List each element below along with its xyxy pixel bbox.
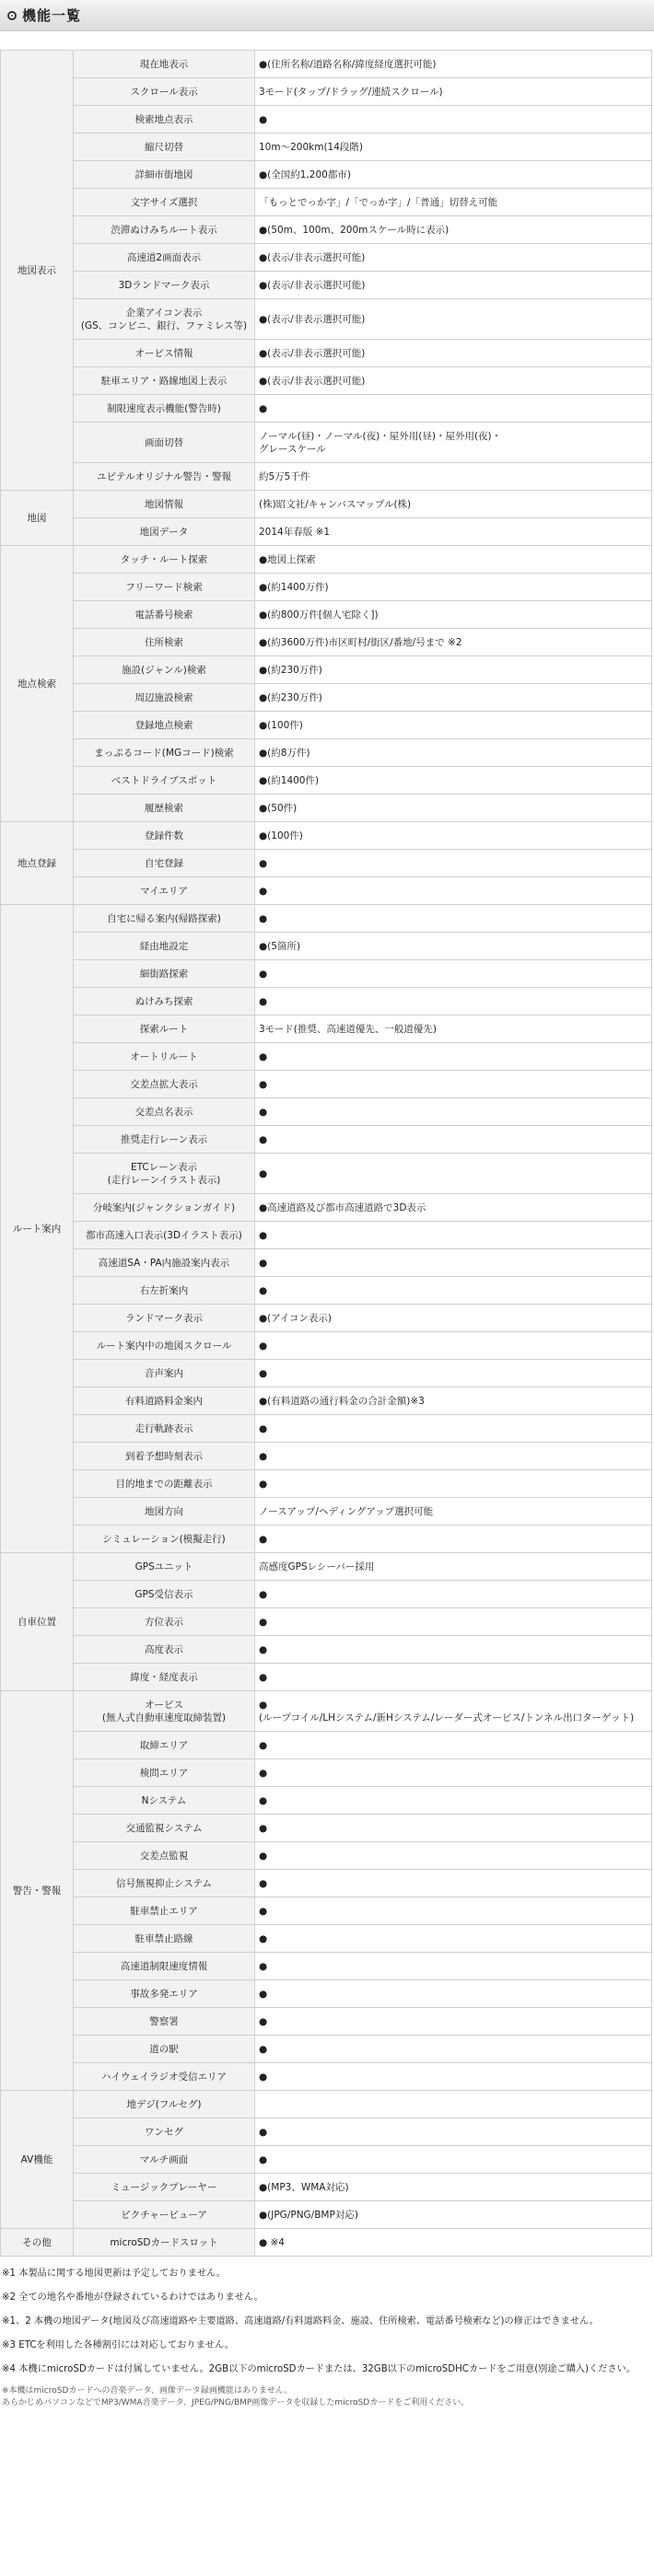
note: ※1 本製品に関する地図更新は予定しておりません。 [2,2269,226,2279]
category-cell: 自車位置 [1,1553,74,1691]
feature-value-cell: ● [255,1526,652,1553]
table-row [1,491,652,518]
feature-value-cell: ● [255,960,652,988]
feature-name-cell: 地図方向 [74,1498,255,1526]
feature-name-cell: 住所検索 [74,629,255,656]
feature-value-cell: ノーマル(昼)・ノーマル(夜)・屋外用(昼)・屋外用(夜)・ グレースケール [255,423,652,463]
feature-name-cell: 交差点拡大表示 [74,1071,255,1098]
feature-value-cell: 高感度GPSレシーバー採用 [255,1553,652,1581]
feature-name-cell: 自宅に帰る案内(帰路探索) [74,905,255,933]
table-row [1,423,652,463]
feature-value-cell: ●(表示/非表示選択可能) [255,367,652,395]
feature-value-cell: ● ※4 [255,2229,652,2257]
feature-value-cell: ●(100件) [255,712,652,739]
feature-name-cell: オービス (無人式自動車速度取締装置) [74,1691,255,1732]
feature-name-cell: 詳細市街地図 [74,161,255,189]
table-row [1,822,652,850]
feature-name-cell: 音声案内 [74,1360,255,1387]
feature-value-cell: ●(MP3、WMA対応) [255,2174,652,2201]
table-row [1,1249,652,1277]
table-row [1,767,652,795]
feature-value-cell: ● [255,1608,652,1636]
table-row [1,712,652,739]
feature-value-cell: ● [255,1636,652,1664]
table-row [1,1387,652,1415]
table-row [1,1015,652,1043]
table-row [1,905,652,933]
feature-value-cell [255,2091,652,2118]
feature-name-cell: 探索ルート [74,1015,255,1043]
feature-value-cell: ●高速道路及び都市高速道路で3D表示 [255,1194,652,1222]
feature-value-cell: ● [255,1126,652,1154]
feature-name-cell: 駐車禁止エリア [74,1897,255,1925]
feature-value-cell: 約5万5千件 [255,463,652,491]
table-row [1,1815,652,1842]
feature-name-cell: 企業アイコン表示 (GS、コンビニ、銀行、ファミレス等) [74,299,255,340]
table-row [1,1222,652,1249]
feature-value-cell: ● [255,1581,652,1608]
feature-name-cell: 地図データ [74,518,255,546]
feature-value-cell: ● [255,1664,652,1691]
feature-name-cell: 電話番号検索 [74,601,255,629]
feature-value-cell: 10m〜200km(14段階) [255,133,652,161]
feature-value-cell: ● [255,2036,652,2063]
table-row [1,1071,652,1098]
feature-value-cell: ●(約1400件) [255,767,652,795]
feature-value-cell: ●(100件) [255,822,652,850]
table-row [1,988,652,1015]
feature-name-cell: 事故多発エリア [74,1980,255,2008]
feature-name-cell: 3Dランドマーク表示 [74,272,255,299]
note: ※3 ETCを利用した各種割引には対応しておりません。 [2,2340,234,2350]
feature-value-cell: 「もっとでっか字」/「でっか字」/「普通」切替え可能 [255,189,652,216]
table-row [1,933,652,960]
feature-name-cell: 道の駅 [74,2036,255,2063]
feature-name-cell: 文字サイズ選択 [74,189,255,216]
feature-value-cell: ● [255,1360,652,1387]
table-row [1,850,652,877]
category-cell: 地図表示 [1,51,74,491]
table-row [1,1553,652,1581]
feature-name-cell: ぬけみち探索 [74,988,255,1015]
table-row [1,2036,652,2063]
feature-name-cell: 地図情報 [74,491,255,518]
feature-name-cell: シミュレーション(模擬走行) [74,1526,255,1553]
table-row [1,601,652,629]
feature-value-cell: ●(5箇所) [255,933,652,960]
table-row [1,877,652,905]
feature-name-cell: 高速道制限速度情報 [74,1953,255,1980]
feature-name-cell: 交通監視システム [74,1815,255,1842]
category-cell: 警告・警報 [1,1691,74,2091]
table-row [1,684,652,712]
feature-value-cell: ● [255,2146,652,2174]
feature-value-cell: ● [255,1249,652,1277]
note: ※2 全ての地名や番地が登録されているわけではありません。 [2,2292,263,2303]
table-row [1,739,652,767]
feature-name-cell: 周辺施設検索 [74,684,255,712]
feature-value-cell: ●(表示/非表示選択可能) [255,244,652,272]
table-row [1,795,652,822]
table-row [1,2201,652,2229]
feature-name-cell: オートリルート [74,1043,255,1071]
feature-value-cell: ● [255,1470,652,1498]
feature-value-cell: ●(有料道路の通行料金の合計金額)※3 [255,1387,652,1415]
table-row [1,1787,652,1815]
feature-value-cell: ● [255,1222,652,1249]
table-row [1,2091,652,2118]
table-row [1,1636,652,1664]
table-row [1,629,652,656]
feature-name-cell: ユピテルオリジナル警告・警報 [74,463,255,491]
feature-name-cell: ピクチャービューア [74,2201,255,2229]
feature-value-cell: (株)昭文社/キャンバスマップル(株) [255,491,652,518]
table-row [1,574,652,601]
table-row [1,1498,652,1526]
feature-value-cell: ● [255,988,652,1015]
feature-name-cell: 目的地までの距離表示 [74,1470,255,1498]
feature-name-cell: ETCレーン表示 (走行レーンイラスト表示) [74,1154,255,1194]
table-row [1,133,652,161]
table-row [1,1305,652,1332]
table-row [1,1194,652,1222]
category-cell: その他 [1,2229,74,2257]
feature-name-cell: 分岐案内(ジャンクションガイド) [74,1194,255,1222]
feature-value-cell: ●(約800万件[個人宅除く]) [255,601,652,629]
note: ※4 本機にmicroSDカードは付属していません。2GB以下のmicroSDカードまたは、32GB以下のmicroSDHCカードをご用意(別途ご購入)ください。 [2,2364,636,2374]
feature-value-cell: ● [255,395,652,423]
table-row [1,1098,652,1126]
feature-name-cell: 高速道SA・PA内施設案内表示 [74,1249,255,1277]
feature-name-cell: ランドマーク表示 [74,1305,255,1332]
table-row [1,367,652,395]
feature-name-cell: ミュージックプレーヤー [74,2174,255,2201]
feature-value-cell: ● [255,1732,652,1759]
feature-value-cell: ●(表示/非表示選択可能) [255,272,652,299]
feature-name-cell: マルチ画面 [74,2146,255,2174]
category-cell: AV機能 [1,2091,74,2229]
table-row [1,189,652,216]
table-row [1,395,652,423]
feature-value-cell: ● [255,1759,652,1787]
feature-name-cell: 取締エリア [74,1732,255,1759]
table-row [1,1154,652,1194]
table-row [1,1608,652,1636]
feature-name-cell: 渋滞ぬけみちルート表示 [74,216,255,244]
feature-value-cell: ● [255,1953,652,1980]
feature-name-cell: 検問エリア [74,1759,255,1787]
feature-value-cell: ●(表示/非表示選択可能) [255,340,652,367]
feature-value-cell: ●(50m、100m、200mスケール時に表示) [255,216,652,244]
table-row [1,1980,652,2008]
feature-name-cell: Nシステム [74,1787,255,1815]
feature-name-cell: スクロール表示 [74,78,255,106]
feature-value-cell: ● [255,850,652,877]
table-row [1,2063,652,2091]
table-row [1,1870,652,1897]
feature-name-cell: オービス情報 [74,340,255,367]
feature-name-cell: 交差点監視 [74,1842,255,1870]
table-row [1,106,652,133]
feature-name-cell: 走行軌跡表示 [74,1415,255,1443]
feature-value-cell: ● [255,1415,652,1443]
feature-name-cell: 検索地点表示 [74,106,255,133]
feature-value-cell: ● [255,1154,652,1194]
feature-name-cell: 登録地点検索 [74,712,255,739]
spec-table [0,50,652,2257]
table-row [1,656,652,684]
feature-value-cell: ● [255,1897,652,1925]
feature-value-cell: ●(全国約1,200都市) [255,161,652,189]
feature-value-cell: 2014年春版 ※1 [255,518,652,546]
feature-name-cell: 高度表示 [74,1636,255,1664]
feature-value-cell: ● [255,1787,652,1815]
feature-name-cell: 駐車禁止路線 [74,1925,255,1953]
feature-name-cell: フリーワード検索 [74,574,255,601]
feature-value-cell: ●(約1400万件) [255,574,652,601]
table-row [1,1470,652,1498]
footnote: ※本機はmicroSDカードへの音楽データ、画像データ録画機能はありません。 あらかじめパソコンなどでMP3/WMA音楽データ、JPEG/PNG/BMP画像データを収録したmicroSDカードをご利用ください。 [2,2386,470,2408]
table-row [1,2229,652,2257]
feature-name-cell: 経由地設定 [74,933,255,960]
page-header [0,0,654,31]
table-row [1,2174,652,2201]
feature-name-cell: 細街路探索 [74,960,255,988]
feature-value-cell: ●(JPG/PNG/BMP対応) [255,2201,652,2229]
feature-name-cell: 警察署 [74,2008,255,2036]
feature-name-cell: ルート案内中の地図スクロール [74,1332,255,1360]
feature-name-cell: ワンセグ [74,2118,255,2146]
spec-table-body [1,51,652,2257]
feature-name-cell: 施設(ジャンル)検索 [74,656,255,684]
feature-name-cell: 縮尺切替 [74,133,255,161]
table-row [1,161,652,189]
category-cell: ルート案内 [1,905,74,1553]
table-row [1,1925,652,1953]
table-row [1,546,652,574]
feature-value-cell: ●地図上探索 [255,546,652,574]
category-cell: 地図 [1,491,74,546]
category-cell: 地点検索 [1,546,74,822]
feature-name-cell: 地デジ(フルセグ) [74,2091,255,2118]
feature-value-cell: ● [255,1043,652,1071]
table-row [1,299,652,340]
table-row [1,1664,652,1691]
feature-value-cell: ●(約230万件) [255,684,652,712]
feature-name-cell: 高速道2画面表示 [74,244,255,272]
feature-value-cell: ● [255,1443,652,1470]
feature-name-cell: 登録件数 [74,822,255,850]
feature-value-cell: ● [255,2118,652,2146]
table-row [1,1043,652,1071]
feature-name-cell: 都市高速入口表示(3Dイラスト表示) [74,1222,255,1249]
feature-value-cell: ● [255,1277,652,1305]
feature-value-cell: ●(50件) [255,795,652,822]
feature-value-cell: 3モード(タップ/ドラッグ/連続スクロール) [255,78,652,106]
feature-value-cell: ● [255,877,652,905]
table-row [1,78,652,106]
feature-name-cell: 交差点名表示 [74,1098,255,1126]
feature-value-cell: ● [255,1098,652,1126]
feature-name-cell: microSDカードスロット [74,2229,255,2257]
feature-name-cell: 駐車エリア・路線地図上表示 [74,367,255,395]
feature-name-cell: 現在地表示 [74,51,255,78]
feature-name-cell: GPS受信表示 [74,1581,255,1608]
table-row [1,2008,652,2036]
feature-value-cell: ●(アイコン表示) [255,1305,652,1332]
table-row [1,1691,652,1732]
feature-name-cell: 到着予想時刻表示 [74,1443,255,1470]
feature-name-cell: まっぷるコード(MGコード)検索 [74,739,255,767]
table-row [1,272,652,299]
feature-name-cell: 緯度・経度表示 [74,1664,255,1691]
feature-name-cell: タッチ・ルート探索 [74,546,255,574]
table-row [1,1126,652,1154]
table-row [1,340,652,367]
category-cell: 地点登録 [1,822,74,905]
table-row [1,244,652,272]
feature-value-cell: ● [255,1925,652,1953]
feature-name-cell: ハイウェイラジオ受信エリア [74,2063,255,2091]
feature-value-cell: ノースアップ/ヘディングアップ選択可能 [255,1498,652,1526]
table-row [1,1581,652,1608]
feature-value-cell: ● [255,2063,652,2091]
feature-name-cell: 有料道路料金案内 [74,1387,255,1415]
circle-bullet-icon [7,11,17,20]
table-row [1,1360,652,1387]
feature-value-cell: ● [255,1815,652,1842]
note: ※1、2 本機の地図データ(地図及び高速道路や主要道路、高速道路/有料道路料金、施設、住所検索、電話番号検索など)の修正はできません。 [2,2316,599,2327]
table-row [1,1526,652,1553]
feature-name-cell: GPSユニット [74,1553,255,1581]
feature-value-cell: ● [255,1071,652,1098]
feature-value-cell: ● [255,1870,652,1897]
feature-value-cell: ● [255,106,652,133]
feature-value-cell: ● (ループコイル/LHシステム/新Hシステム/レーダー式オービス/トンネル出口ターゲット) [255,1691,652,1732]
feature-name-cell: 画面切替 [74,423,255,463]
feature-name-cell: マイエリア [74,877,255,905]
feature-name-cell: 制限速度表示機能(警告時) [74,395,255,423]
spec-table-wrapper [0,50,654,2257]
feature-value-cell: 3モード(推奨、高速道優先、一般道優先) [255,1015,652,1043]
table-row [1,2118,652,2146]
table-row [1,1953,652,1980]
feature-name-cell: 推奨走行レーン表示 [74,1126,255,1154]
feature-value-cell: ● [255,905,652,933]
table-row [1,1732,652,1759]
feature-name-cell: ベストドライブスポット [74,767,255,795]
table-row [1,1415,652,1443]
page-title: 機能一覧 [22,7,82,24]
feature-value-cell: ●(表示/非表示選択可能) [255,299,652,340]
feature-name-cell: 右左折案内 [74,1277,255,1305]
feature-name-cell: 自宅登録 [74,850,255,877]
feature-value-cell: ● [255,1980,652,2008]
table-row [1,216,652,244]
notes [0,2257,654,2413]
feature-name-cell: 信号無視抑止システム [74,1870,255,1897]
feature-value-cell: ●(約8万件) [255,739,652,767]
feature-name-cell: 履歴検索 [74,795,255,822]
feature-value-cell: ● [255,1332,652,1360]
table-row [1,2146,652,2174]
table-row [1,518,652,546]
table-row [1,463,652,491]
table-row [1,1443,652,1470]
table-row [1,51,652,78]
table-row [1,1842,652,1870]
table-row [1,1277,652,1305]
table-row [1,1332,652,1360]
feature-value-cell: ● [255,2008,652,2036]
feature-name-cell: 方位表示 [74,1608,255,1636]
table-row [1,960,652,988]
table-row [1,1759,652,1787]
feature-value-cell: ●(約230万件) [255,656,652,684]
feature-value-cell: ●(住所名称/道路名称/緯度経度選択可能) [255,51,652,78]
feature-value-cell: ● [255,1842,652,1870]
feature-value-cell: ●(約3600万件)市区町村/街区/番地/号まで ※2 [255,629,652,656]
table-row [1,1897,652,1925]
